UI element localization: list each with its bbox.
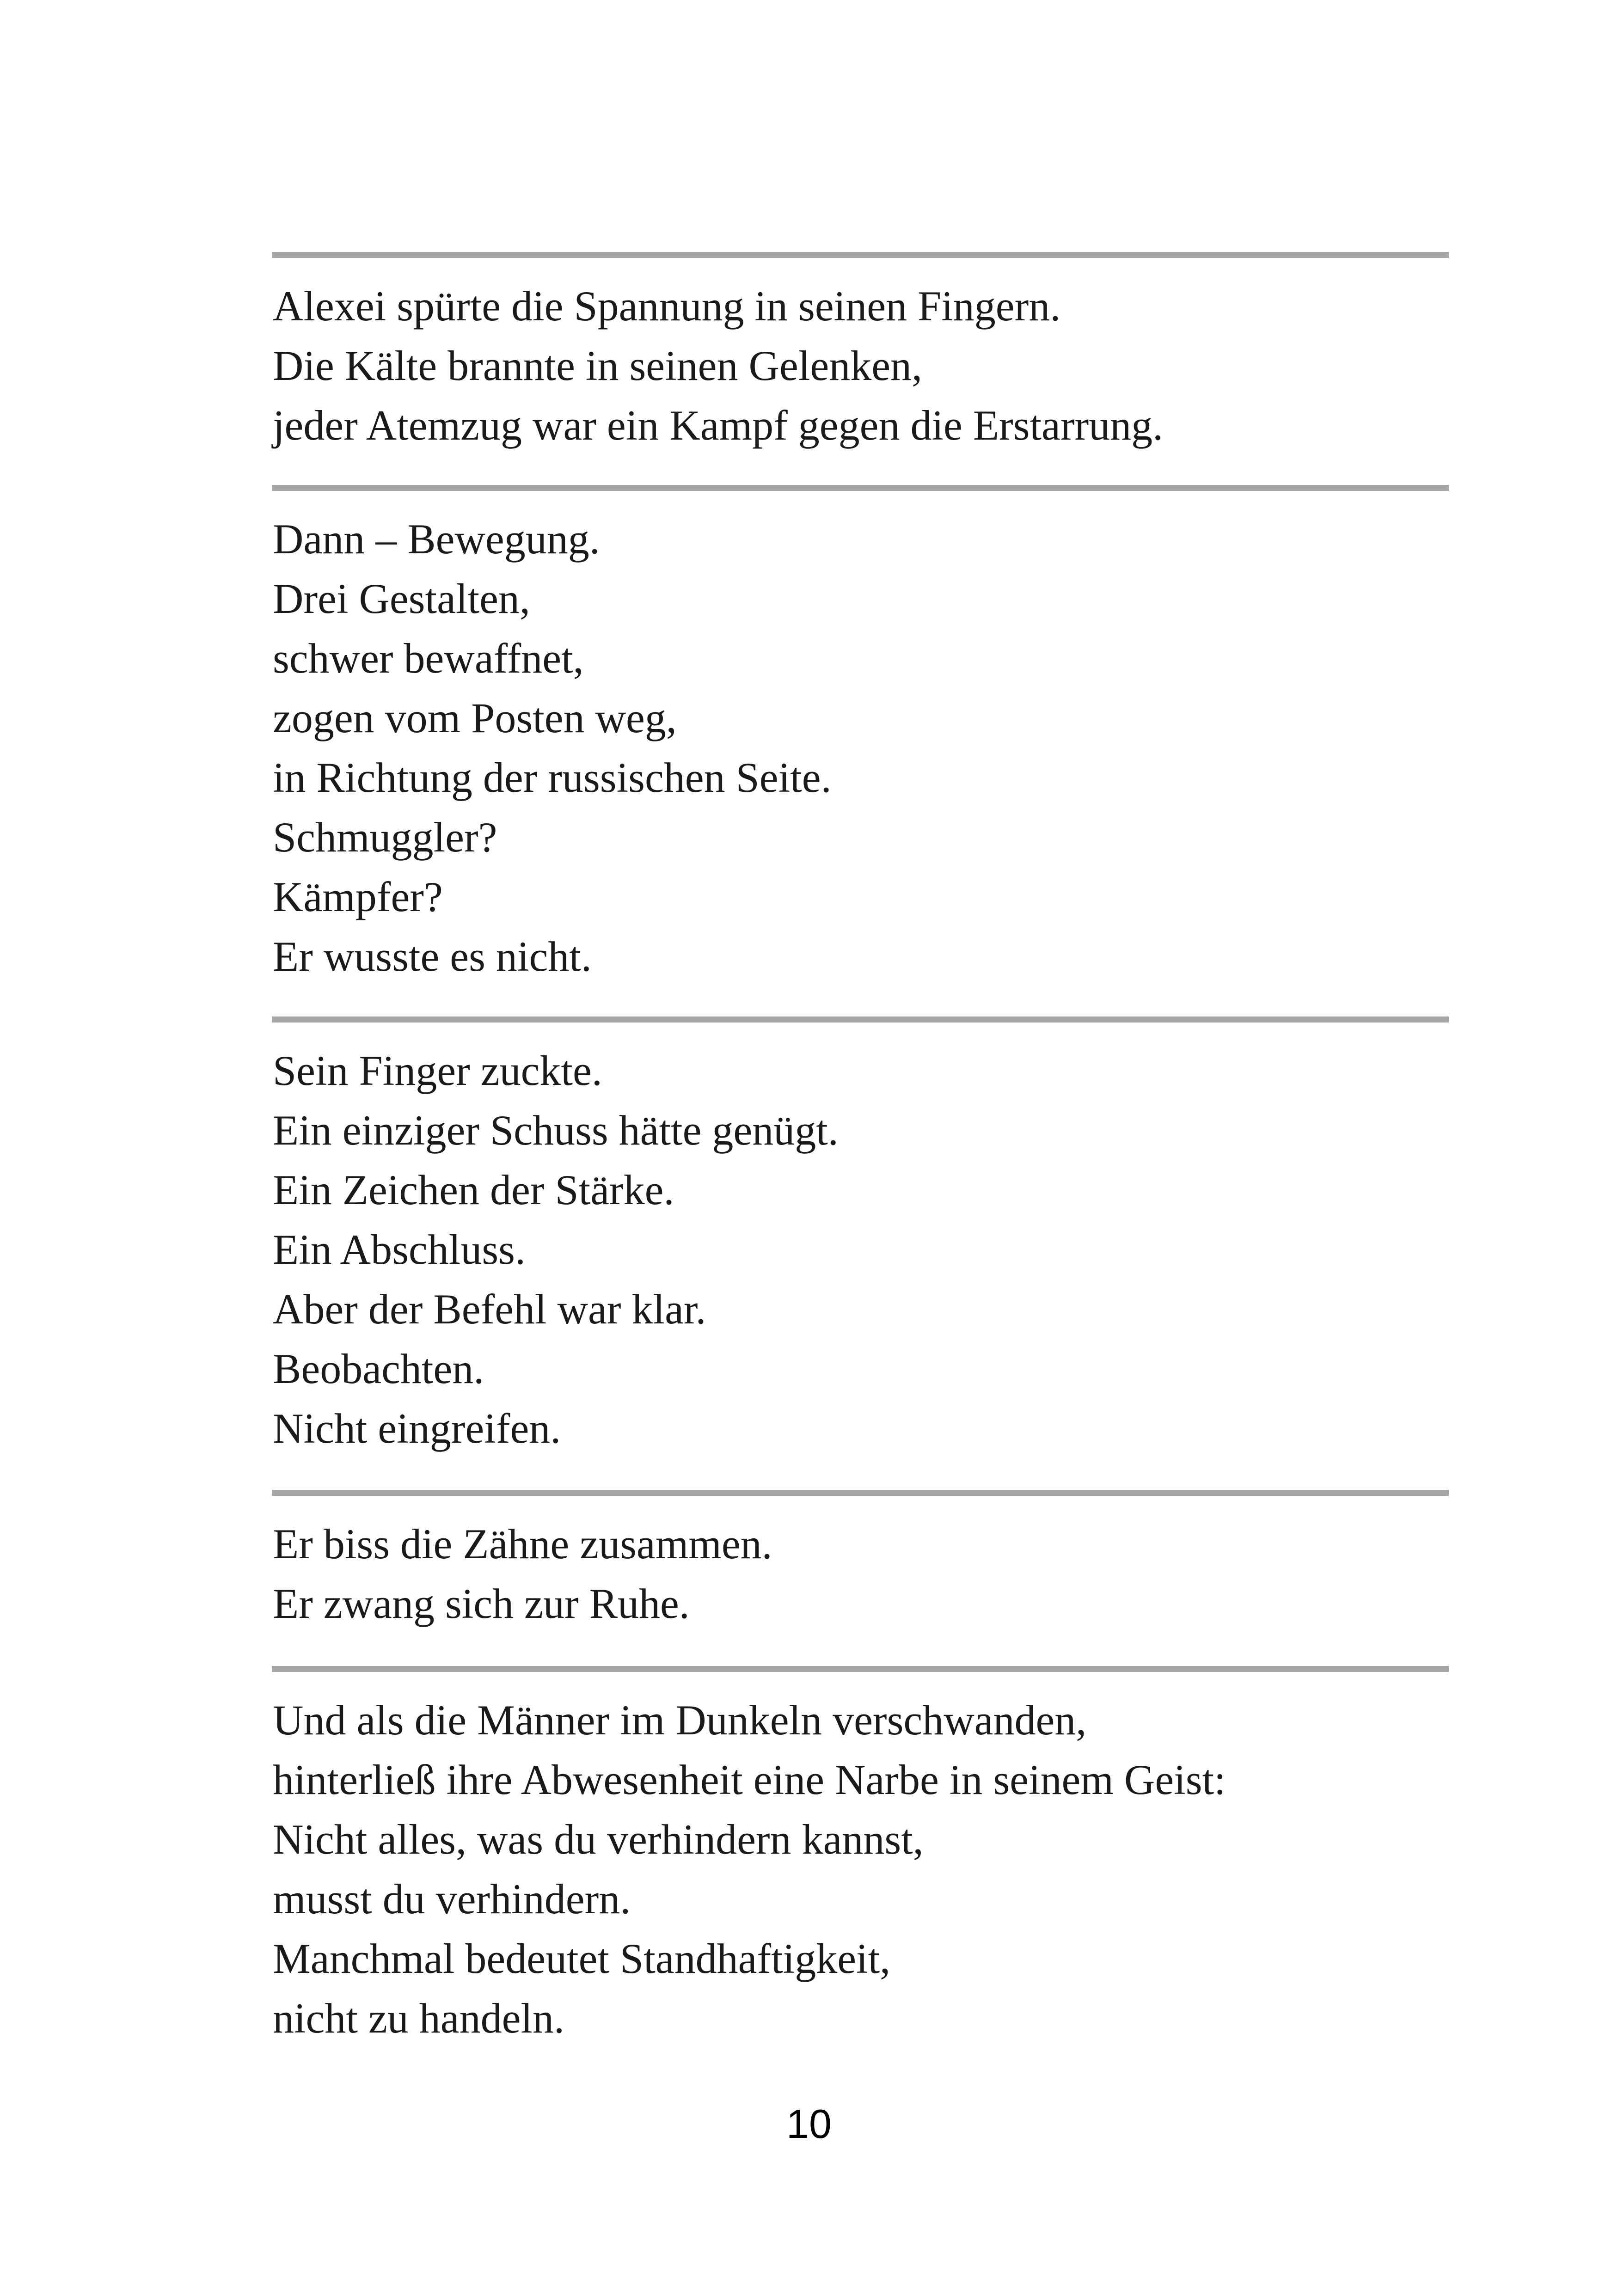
stanza-line: musst du verhindern. bbox=[273, 1875, 631, 1923]
stanza-2 bbox=[273, 509, 1447, 986]
stanza-line: Alexei spürte die Spannung in seinen Fingern. bbox=[273, 282, 1061, 330]
section-divider bbox=[272, 1666, 1449, 1672]
stanza-line: jeder Atemzug war ein Kampf gegen die Erstarrung. bbox=[273, 402, 1164, 449]
stanza-line: Nicht alles, was du verhindern kannst, bbox=[273, 1816, 924, 1863]
stanza-line: Manchmal bedeutet Standhaftigkeit, bbox=[273, 1935, 891, 1982]
stanza-5 bbox=[273, 1690, 1447, 2048]
stanza-line: Sein Finger zuckte. bbox=[273, 1047, 602, 1094]
stanza-line: Er zwang sich zur Ruhe. bbox=[273, 1580, 690, 1627]
stanza-line: in Richtung der russischen Seite. bbox=[273, 754, 832, 801]
stanza-1 bbox=[273, 276, 1447, 455]
stanza-line: Er wusste es nicht. bbox=[273, 933, 592, 980]
stanza-line: Und als die Männer im Dunkeln verschwanden, bbox=[273, 1696, 1087, 1744]
stanza-line: Kämpfer? bbox=[273, 873, 443, 920]
stanza-line: Beobachten. bbox=[273, 1345, 484, 1392]
stanza-line: Schmuggler? bbox=[273, 814, 497, 861]
stanza-line: zogen vom Posten weg, bbox=[273, 694, 677, 741]
section-divider bbox=[272, 1490, 1449, 1496]
section-divider bbox=[272, 1016, 1449, 1022]
stanza-line: Nicht eingreifen. bbox=[273, 1405, 561, 1452]
stanza-line: Ein einziger Schuss hätte genügt. bbox=[273, 1107, 839, 1154]
stanza-line: Ein Zeichen der Stärke. bbox=[273, 1166, 674, 1213]
stanza-line: Drei Gestalten, bbox=[273, 575, 530, 622]
page-number: 10 bbox=[786, 2101, 832, 2147]
section-divider bbox=[272, 252, 1449, 258]
stanza-line: Die Kälte brannte in seinen Gelenken, bbox=[273, 342, 923, 389]
stanza-line: Er biss die Zähne zusammen. bbox=[273, 1520, 772, 1567]
stanza-line: schwer bewaffnet, bbox=[273, 635, 584, 682]
stanza-4 bbox=[273, 1514, 1447, 1634]
stanza-line: nicht zu handeln. bbox=[273, 1995, 565, 2042]
stanza-line: Aber der Befehl war klar. bbox=[273, 1286, 706, 1333]
stanza-line: Ein Abschluss. bbox=[273, 1226, 526, 1273]
stanza-3 bbox=[273, 1041, 1447, 1458]
stanza-line: hinterließ ihre Abwesenheit eine Narbe in seinem Geist: bbox=[273, 1756, 1226, 1803]
section-divider bbox=[272, 485, 1449, 491]
stanza-line: Dann – Bewegung. bbox=[273, 515, 600, 563]
